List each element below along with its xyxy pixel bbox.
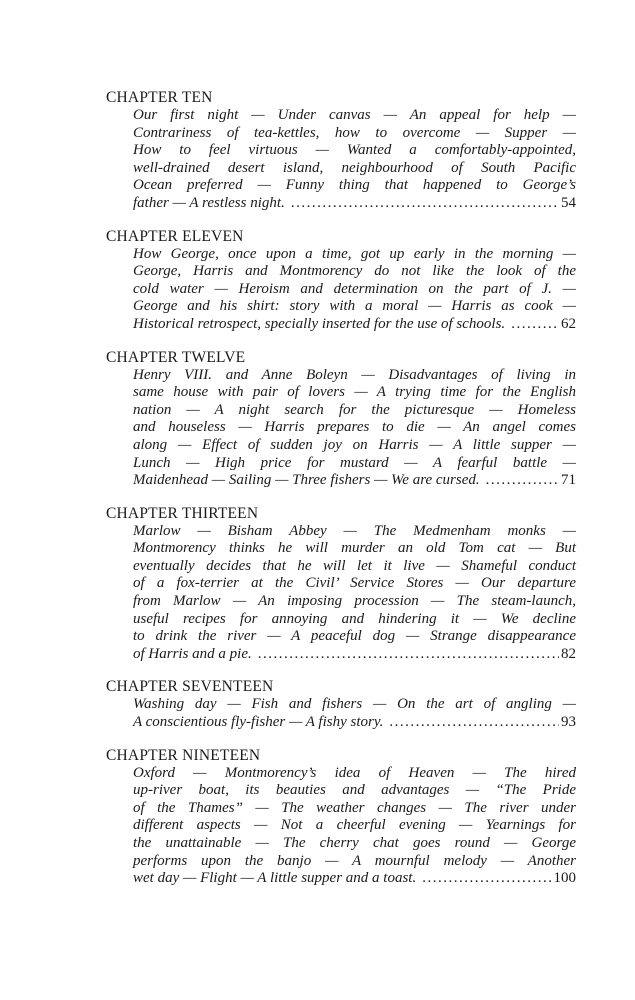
page-number: 100 [553, 870, 576, 887]
chapter-summary [133, 246, 576, 334]
chapter-summary [133, 367, 576, 490]
summary-line: George and his shirt: story with a moral — Harris as cook — [133, 298, 576, 315]
summary-line: Ocean preferred — Funny thing that happened to George’s [133, 177, 576, 194]
summary-line: Our first night — Under canvas — An appeal for help — [133, 107, 576, 123]
summary-line: different aspects — Not a cheerful evening — Yearnings for [133, 817, 576, 834]
summary-line: Montmorency thinks he will murder an old Tom cat — But [133, 540, 576, 557]
chapter-summary [133, 765, 576, 888]
page-number: 54 [561, 194, 576, 211]
dot-leader [389, 714, 559, 732]
summary-line: the unattainable — The cherry chat goes round — George [133, 835, 576, 851]
summary-line: same house with pair of lovers — A trying time for the English [133, 384, 576, 401]
toc-entry [106, 677, 576, 731]
summary-line: How George, once upon a time, got up early in the morning — [133, 245, 576, 262]
summary-line: up-river boat, its beauties and advantages — “The Pride [133, 782, 576, 799]
chapter-summary [133, 107, 576, 213]
toc-entry [106, 504, 576, 664]
dot-leader [486, 472, 559, 490]
summary-line: to drink the river — A peaceful dog — Strange disappearance [133, 628, 576, 645]
summary-line: Contrariness of tea-kettles, how to overcome — Supper — [133, 124, 576, 141]
summary-line: A conscientious fly-fisher — A fishy story. [133, 714, 384, 731]
summary-line: How to feel virtuous — Wanted a comfortably-appointed, [133, 142, 576, 159]
toc-entry [106, 88, 576, 213]
summary-line: nation — A night search for the picturesque — Homeless [133, 401, 576, 418]
dot-leader [291, 195, 559, 213]
dot-leader [422, 870, 551, 888]
summary-line: wet day — Flight — A little supper and a toast. [133, 870, 417, 887]
chapter-summary [133, 696, 576, 731]
summary-line: Henry VIII. and Anne Boleyn — Disadvantages of living in [133, 366, 576, 383]
table-of-contents [106, 88, 576, 902]
summary-line: father — A restless night. [133, 194, 285, 211]
summary-last-line [133, 472, 576, 490]
toc-entry [106, 746, 576, 888]
page-number: 82 [561, 645, 576, 662]
summary-line: George, Harris and Montmorency do not like the look of the [133, 263, 576, 280]
summary-line: useful recipes for annoying and hindering it — We decline [133, 610, 576, 627]
summary-line: of a fox-terrier at the Civil’ Service Stores — Our departure [133, 575, 576, 592]
toc-entry [106, 348, 576, 490]
summary-line: well-drained desert island, neighbourhood of South Pacific [133, 159, 576, 176]
summary-last-line [133, 714, 576, 732]
chapter-title: CHAPTER THIRTEEN [106, 504, 259, 522]
toc-entry [106, 227, 576, 334]
summary-line: of Harris and a pie. [133, 645, 252, 662]
chapter-title: CHAPTER SEVENTEEN [106, 678, 274, 696]
summary-last-line [133, 870, 576, 888]
chapter-title: CHAPTER NINETEEN [106, 746, 261, 764]
summary-last-line [133, 195, 576, 213]
summary-line: Marlow — Bisham Abbey — The Medmenham monks — [133, 522, 576, 539]
page-number: 62 [561, 315, 576, 332]
summary-line: performs upon the banjo — A mournful melody — Another [133, 852, 576, 869]
summary-line: Maidenhead — Sailing — Three fishers — We are cursed. [133, 472, 480, 489]
chapter-title: CHAPTER TEN [106, 89, 213, 106]
chapter-summary [133, 523, 576, 664]
page-number: 71 [561, 472, 576, 489]
dot-leader [258, 646, 559, 664]
summary-line: cold water — Heroism and determination on the part of J. — [133, 280, 576, 297]
summary-line: and houseless — Harris prepares to die — An angel comes [133, 419, 576, 436]
summary-line: Historical retrospect, specially inserted for the use of schools. [133, 315, 506, 332]
chapter-title: CHAPTER ELEVEN [106, 227, 244, 245]
summary-line: of the Thames” — The weather changes — The river under [133, 799, 576, 816]
summary-last-line [133, 646, 576, 664]
summary-line: Oxford — Montmorency’s idea of Heaven — The hired [133, 764, 576, 781]
chapter-title: CHAPTER TWELVE [106, 348, 246, 366]
summary-line: eventually decides that he will let it live — Shameful conduct [133, 557, 576, 574]
page-number: 93 [561, 714, 576, 731]
dot-leader [511, 316, 559, 334]
summary-line: along — Effect of sudden joy on Harris — A little supper — [133, 436, 576, 453]
summary-line: Washing day — Fish and fishers — On the art of angling — [133, 696, 576, 713]
summary-line: Lunch — High price for mustard — A fearful battle — [133, 454, 576, 471]
summary-line: from Marlow — An imposing procession — The steam-launch, [133, 593, 576, 610]
summary-last-line [133, 316, 576, 334]
